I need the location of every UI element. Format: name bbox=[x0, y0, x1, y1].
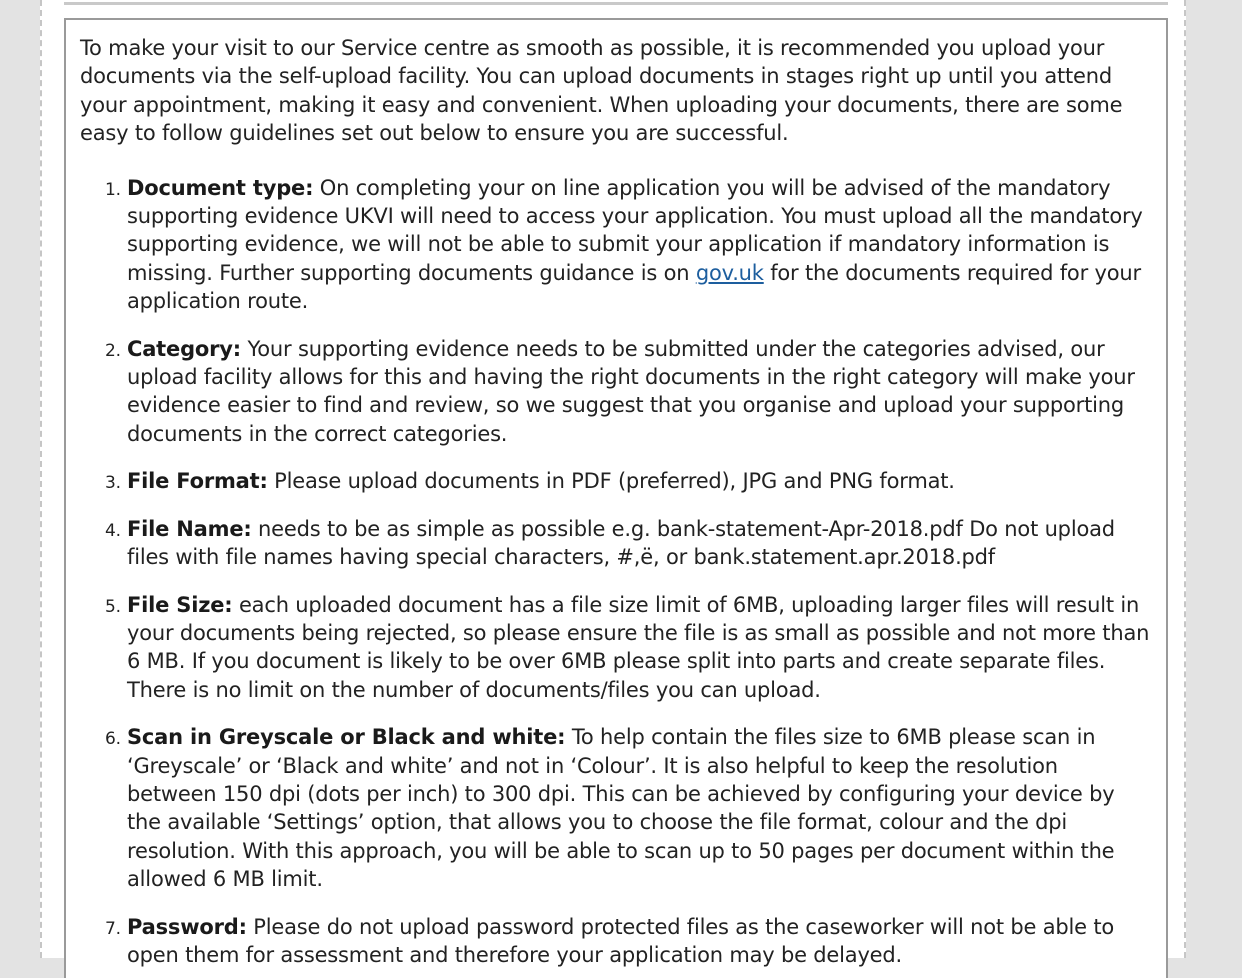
item-text: To help contain the files size to 6MB please scan in ‘Greyscale’ or ‘Black and white’ and not in ‘Colour’. It is also helpful to keep the resolution between 150 dpi (dots per inch) to 300 dpi. This can be achieved by configuring your device by the available ‘Settings’ option, that allows you to choose the file format, colour and the dpi resolution. With this approach, you will be able to scan up to 50 pages per document within the allowed 6 MB limit. bbox=[127, 725, 1115, 892]
item-number: 4. bbox=[105, 520, 121, 541]
item-number: 5. bbox=[105, 596, 121, 617]
guidelines-list bbox=[80, 174, 1152, 970]
item-text: needs to be as simple as possible e.g. bank-statement-Apr-2018.pdf Do not upload files with file names having special characters, #,ë, or bank.statement.apr.2018.pdf bbox=[127, 516, 1115, 570]
item-number: 3. bbox=[105, 473, 121, 494]
intro-paragraph: To make your visit to our Service centre as smooth as possible, it is recommended you upload your documents via the self-upload facility. You can upload documents in stages right up until you attend your appointment, making it easy and convenient. When uploading your documents, there are some easy to follow guidelines set out below to ensure you are successful. bbox=[80, 36, 1123, 146]
item-text: Please do not upload password protected files as the caseworker will not be able to open them for assessment and therefore your application may be delayed. bbox=[127, 914, 1115, 967]
item-text: each uploaded document has a file size limit of 6MB, uploading larger files will result in your documents being rejected, so please ensure the file is as small as possible and not more than 6 MB. If you document is likely to be over 6MB please split into parts and create separate files. There is no limit on the number of documents/files you can upload. bbox=[127, 592, 1150, 702]
item-term: File Name: bbox=[127, 516, 252, 541]
item-text: Your supporting evidence needs to be submitted under the categories advised, our upload facility allows for this and having the right documents in the right category will make your evidence easier to find and review, so we suggest that you organise and upload your supporting documents in the correct categories. bbox=[127, 336, 1135, 446]
gov-uk-link[interactable]: gov.uk bbox=[695, 260, 764, 285]
item-text-continued: for the documents required for your application route. bbox=[127, 260, 1141, 314]
item-number: 2. bbox=[105, 340, 121, 361]
item-term: File Size: bbox=[127, 592, 233, 617]
upload-guidelines-panel bbox=[64, 18, 1168, 978]
guideline-item-file-size bbox=[80, 591, 1152, 705]
item-term: Document type: bbox=[127, 175, 314, 200]
guideline-item-password bbox=[80, 913, 1152, 970]
item-text: Please upload documents in PDF (preferred), JPG and PNG format. bbox=[267, 469, 955, 494]
item-term: Scan in Greyscale or Black and white: bbox=[127, 725, 566, 750]
top-divider bbox=[64, 2, 1168, 5]
item-term: File Format: bbox=[127, 469, 268, 494]
item-number: 6. bbox=[105, 729, 121, 750]
guideline-item-file-name bbox=[80, 515, 1152, 572]
guideline-item-document-type bbox=[80, 174, 1152, 316]
item-number: 1. bbox=[105, 179, 121, 200]
page-frame bbox=[40, 0, 1186, 967]
guideline-item-file-format bbox=[80, 467, 1152, 495]
item-term: Password: bbox=[127, 914, 247, 939]
guideline-item-category bbox=[80, 335, 1152, 449]
item-text: On completing your on line application you will be advised of the mandatory supporting evidence UKVI will need to access your application. You must upload all the mandatory supporting evidence, we will not be able to submit your application if mandatory information is missing. Further supporting documents guidance is on bbox=[127, 175, 1143, 285]
item-number: 7. bbox=[105, 918, 121, 939]
item-term: Category: bbox=[127, 336, 241, 361]
guideline-item-scan-greyscale bbox=[80, 723, 1152, 893]
